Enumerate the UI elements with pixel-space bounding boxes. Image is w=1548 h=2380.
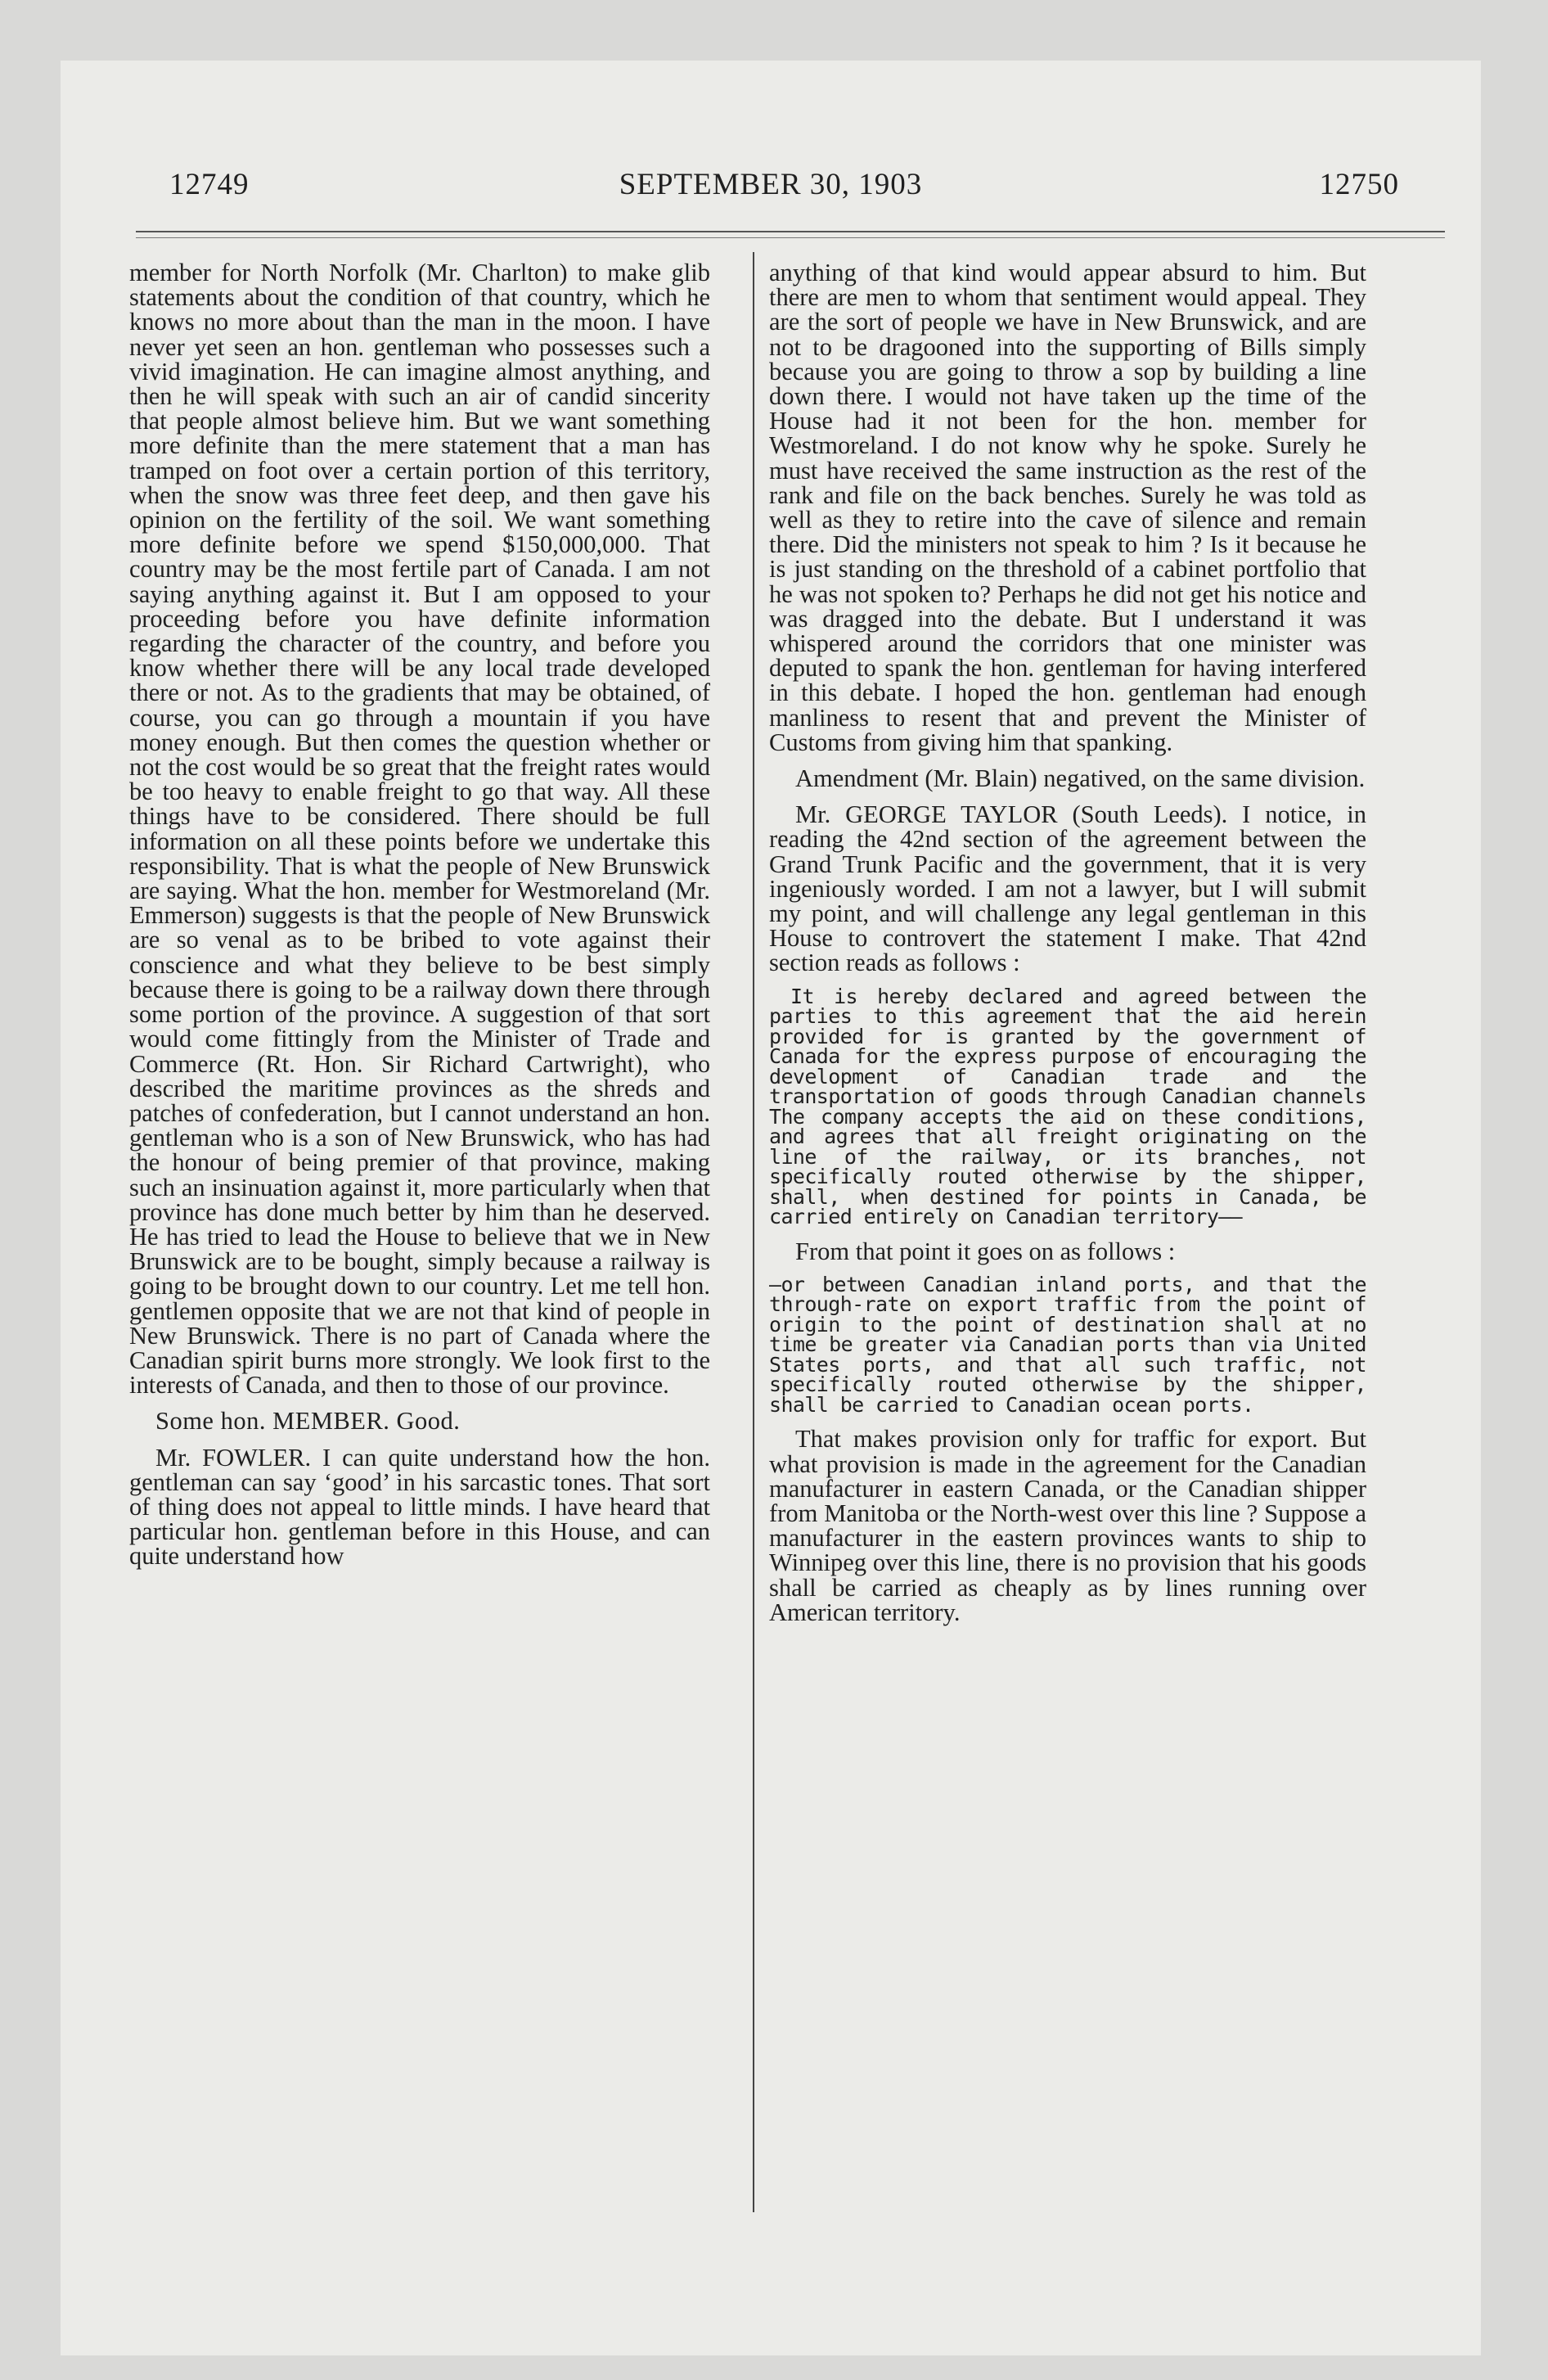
- page-date: SEPTEMBER 30, 1903: [619, 168, 923, 201]
- left-paragraph-3: Mr. FOWLER. I can quite understand how the hon. gentleman can say ‘good’ in his sarcastic tones. That sort of thing does not appeal to little minds. I have heard that particular hon. gentleman before in this House, and can quite understand how: [129, 1443, 710, 1571]
- right-paragraph-3: Mr. GEORGE TAYLOR (South Leeds). I notice, in reading the 42nd section of the agreement between the Grand Trunk Pacific and the government, that it is very ingeniously worded. I am not a lawyer, but I will submit my point, and will challenge any legal gentleman in this House to controvert the statement I make. That 42nd section reads as follows :: [769, 800, 1366, 977]
- right-paragraph-4: From that point it goes on as follows :: [795, 1237, 1176, 1265]
- right-paragraph-1: anything of that kind would appear absurd to him. But there are men to whom that sentiment would appeal. They are the sort of people we have in New Brunswick, and are not to be dragooned into the supporting of Bills simply because you are going to throw a sop by building a line down there. I would not have taken up the time of the House had it not been for the hon. member for Westmoreland. I do not know why he spoke. Surely he must have received the same instruction as the rest of the rank and file on the back benches. Surely he was told as well as they to retire into the cave of silence and remain there. Did the ministers not speak to him ? Is it because he is just standing on the threshold of a cabinet portfolio that he was not spoken to? Perhaps he did not get his notice and was dragged into the debate. But I understand it was whispered around the corridors that one minister was deputed to spank the hon. gentleman for having interfered in this debate. I hoped the hon. gentleman had enough manliness to resent that and prevent the Minister of Customs from giving him that spanking.: [769, 259, 1366, 756]
- right-page-number: 12750: [1319, 168, 1399, 201]
- header-rule: [136, 231, 1445, 238]
- right-quote-1: It is hereby declared and agreed between the parties to this agreement that the aid herein provided for is granted by the government of Canada for the express purpose of encouraging the development of Canadian trade and the transportation of goods through Canadian channels The company accepts the aid on these conditions, and agrees that all freight originating on the line of the railway, or its branches, not specifically routed otherwise by the shipper, shall, when destined for points in Canada, be carried entirely on Canadian territory——: [769, 984, 1366, 1229]
- right-column: [769, 260, 1366, 1636]
- right-paragraph-2: Amendment (Mr. Blain) negatived, on the same division.: [795, 764, 1366, 793]
- column-divider: [753, 252, 754, 2212]
- left-page-number: 12749: [169, 168, 250, 201]
- left-paragraph-1: member for North Norfolk (Mr. Charlton) to make glib statements about the condition of that country, which he knows no more about than the man in the moon. I have never yet seen an hon. gentleman who possesses such a vivid imagination. He can imagine almost anything, and then he will speak with such an air of candid sincerity that people almost believe him. But we want something more definite than the mere statement that a man has tramped on foot over a certain portion of this territory, when the snow was three feet deep, and then gave his opinion on the fertility of the soil. We want something more definite before we spend $150,000,000. That country may be the most fertile part of Canada. I am not saying anything against it. But I am opposed to your proceeding before you have definite information regarding the character of the country, and before you know whether there will be any local trade developed there or not. As to the gradients that may be obtained, of course, you can go through a mountain if you have money enough. But then comes the question whether or not the cost would be so great that the freight rates would be too heavy to enable freight to go that way. All these things have to be considered. There should be full information on all these points before we undertake this responsibility. That is what the people of New Brunswick are saying. What the hon. member for Westmoreland (Mr. Emmerson) suggests is that the people of New Brunswick are so venal as to be bribed to vote against their conscience and what they believe to be best simply because there is going to be a railway down there through some portion of the province. A suggestion of that sort would come fittingly from the Minister of Trade and Commerce (Rt. Hon. Sir Richard Cartwright), who described the maritime provinces as the shreds and patches of confederation, but I cannot understand an hon. gentleman who is a son of New Brunswick, who has had the honour of being premier of that province, making such an insinuation against it, more particularly when that province has done much better by him than he deserved. He has tried to lead the House to believe that we in New Brunswick are to be bought, simply because a railway is going to be brought down to our country. Let me tell hon. gentlemen opposite that we are not that kind of people in New Brunswick. There is no part of Canada where the Canadian spirit burns more strongly. We look first to the interests of Canada, and then to those of our province.: [129, 259, 710, 1400]
- page-header: [61, 167, 1481, 216]
- right-quote-2: —or between Canadian inland ports, and that the through-rate on export traffic from the point of origin to the point of destination shall at no time be greater via Canadian ports than via United States ports, and that all such traffic, not specifically routed otherwise by the shipper, shall be carried to Canadian ocean ports.: [769, 1272, 1366, 1417]
- left-paragraph-2: Some hon. MEMBER. Good.: [155, 1407, 461, 1436]
- page: [61, 61, 1481, 2355]
- right-paragraph-5: That makes provision only for traffic for export. But what provision is made in the agreement for the Canadian manufacturer in eastern Canada, or the Canadian shipper from Manitoba or the North-west over this line ? Suppose a manufacturer in the eastern provinces wants to ship to Winnipeg over this line, there is no provision that his goods shall be carried as cheaply as by lines running over American territory.: [769, 1425, 1366, 1626]
- left-column: [129, 260, 710, 1580]
